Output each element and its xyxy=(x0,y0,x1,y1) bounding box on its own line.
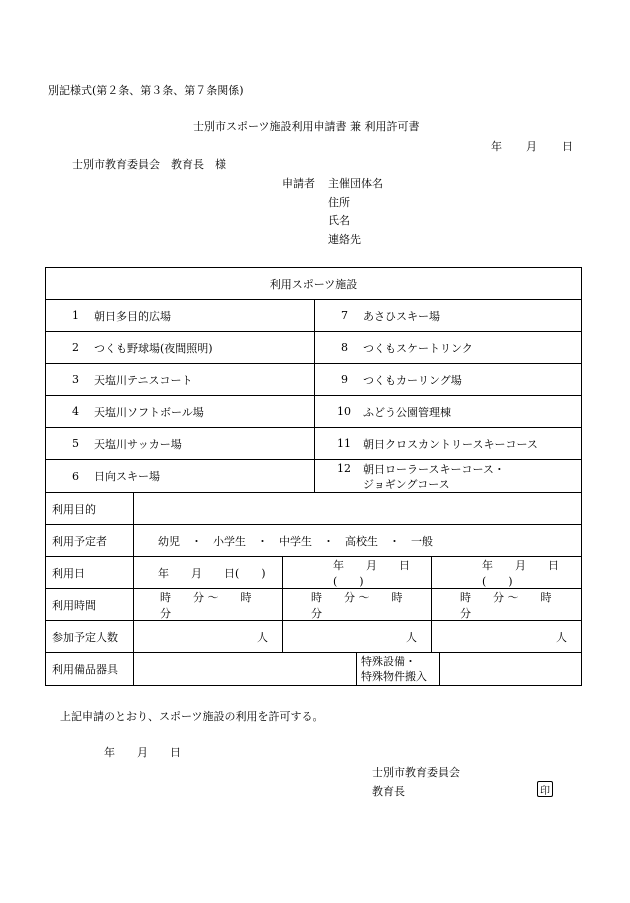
facility-row xyxy=(46,460,581,493)
facility-row xyxy=(46,428,581,460)
approval-date: 年 月 日 xyxy=(104,746,181,759)
facility-number: 1 xyxy=(72,309,79,322)
date-label: 利用日 xyxy=(52,566,85,580)
addressee: 士別市教育委員会 教育長 様 xyxy=(72,158,226,171)
date-year: 年 xyxy=(491,140,502,153)
facility-number: 7 xyxy=(341,309,348,322)
seal-text: 印 xyxy=(540,785,550,797)
facilities-heading: 利用スポーツ施設 xyxy=(269,277,358,291)
form-reference: 別記様式(第２条、第３条、第７条関係) xyxy=(48,84,244,97)
facility-number: 4 xyxy=(72,405,79,418)
applicant-contact-label: 連絡先 xyxy=(328,233,361,246)
facility-option[interactable] xyxy=(46,460,314,492)
facility-option[interactable] xyxy=(46,364,314,395)
facility-name: 朝日クロスカントリースキーコース xyxy=(363,437,538,451)
special-label-line1: 特殊設備・ xyxy=(361,655,416,668)
date-cell-2[interactable]: 年 月 日( ) xyxy=(282,557,431,588)
facility-number: 5 xyxy=(72,437,79,450)
applicant-label: 申請者 xyxy=(282,177,315,190)
equipment-input[interactable] xyxy=(133,653,356,685)
equipment-label: 利用備品器具 xyxy=(52,663,118,676)
date-day: 日 xyxy=(562,140,573,153)
count-cell-3[interactable]: 人 xyxy=(431,621,581,652)
applicant-name-label: 氏名 xyxy=(328,214,350,227)
time-cell-3[interactable]: 時 分 ～ 時 分 xyxy=(431,589,581,620)
date-cell-1[interactable]: 年 月 日( ) xyxy=(133,557,282,588)
document-title: 士別市スポーツ施設利用申請書 兼 利用許可書 xyxy=(193,120,420,133)
facility-name: 日向スキー場 xyxy=(94,470,160,483)
facility-name: つくもカーリング場 xyxy=(363,373,462,387)
facility-number: 2 xyxy=(72,341,79,354)
count-cell-2[interactable]: 人 xyxy=(282,621,431,652)
facility-number: 12 xyxy=(337,462,351,475)
facility-row xyxy=(46,364,581,396)
date-row xyxy=(46,557,581,589)
approval-statement: 上記申請のとおり、スポーツ施設の利用を許可する。 xyxy=(60,710,324,723)
time-label: 利用時間 xyxy=(52,598,96,612)
count-label: 参加予定人数 xyxy=(52,630,118,644)
facility-option[interactable] xyxy=(46,300,314,331)
facility-number: 3 xyxy=(72,373,79,386)
users-options[interactable]: 幼児 ・ 小学生 ・ 中学生 ・ 高校生 ・ 一般 xyxy=(133,525,581,556)
facility-option[interactable] xyxy=(314,396,581,427)
facility-option[interactable] xyxy=(314,428,581,459)
facility-name: 朝日多目的広場 xyxy=(94,309,171,323)
facility-option[interactable] xyxy=(314,332,581,363)
applicant-address-label: 住所 xyxy=(328,196,350,209)
equipment-row xyxy=(46,653,581,685)
facility-number: 8 xyxy=(341,341,348,354)
facility-row xyxy=(46,396,581,428)
special-label-line2: 特殊物件搬入 xyxy=(361,670,427,683)
time-cell-1[interactable]: 時 分 ～ 時 分 xyxy=(133,589,282,620)
facilities-heading-row xyxy=(46,268,581,300)
facility-option[interactable] xyxy=(46,428,314,459)
facility-option[interactable] xyxy=(314,300,581,331)
facility-name: 天塩川サッカー場 xyxy=(94,437,182,451)
purpose-label: 利用目的 xyxy=(52,502,96,516)
time-row xyxy=(46,589,581,621)
facility-name: ふどう公園管理棟 xyxy=(363,405,451,419)
facility-name-continued: ジョギングコース xyxy=(363,478,450,491)
special-label xyxy=(356,653,439,685)
users-row xyxy=(46,525,581,557)
facility-option[interactable] xyxy=(46,396,314,427)
date-month: 月 xyxy=(526,140,537,153)
facility-number: 9 xyxy=(341,373,348,386)
purpose-input[interactable] xyxy=(133,493,581,524)
facility-name: つくもスケートリンク xyxy=(363,341,473,355)
facility-row xyxy=(46,332,581,364)
approval-title: 教育長 xyxy=(372,785,405,798)
facility-name: 天塩川テニスコート xyxy=(94,373,193,387)
facility-row xyxy=(46,300,581,332)
application-form-table xyxy=(45,267,582,686)
facility-option[interactable] xyxy=(314,364,581,395)
purpose-row xyxy=(46,493,581,525)
facility-name: 天塩川ソフトボール場 xyxy=(94,405,204,419)
count-row xyxy=(46,621,581,653)
applicant-org-label: 主催団体名 xyxy=(328,177,383,190)
facility-name: 朝日ローラースキーコース・ xyxy=(363,463,505,476)
facility-option[interactable] xyxy=(46,332,314,363)
seal-stamp xyxy=(537,781,553,797)
facility-name: つくも野球場(夜間照明) xyxy=(94,341,213,355)
facility-option[interactable] xyxy=(314,460,581,492)
time-cell-2[interactable]: 時 分 ～ 時 分 xyxy=(282,589,431,620)
facility-name: あさひスキー場 xyxy=(363,309,440,323)
count-cell-1[interactable]: 人 xyxy=(133,621,282,652)
facility-number: 10 xyxy=(337,405,351,418)
facility-number: 11 xyxy=(337,437,351,450)
users-label: 利用予定者 xyxy=(52,534,107,548)
special-input[interactable] xyxy=(439,653,581,685)
approval-org: 士別市教育委員会 xyxy=(372,766,460,779)
facility-number: 6 xyxy=(72,469,79,483)
date-cell-3[interactable]: 年 月 日( ) xyxy=(431,557,581,588)
